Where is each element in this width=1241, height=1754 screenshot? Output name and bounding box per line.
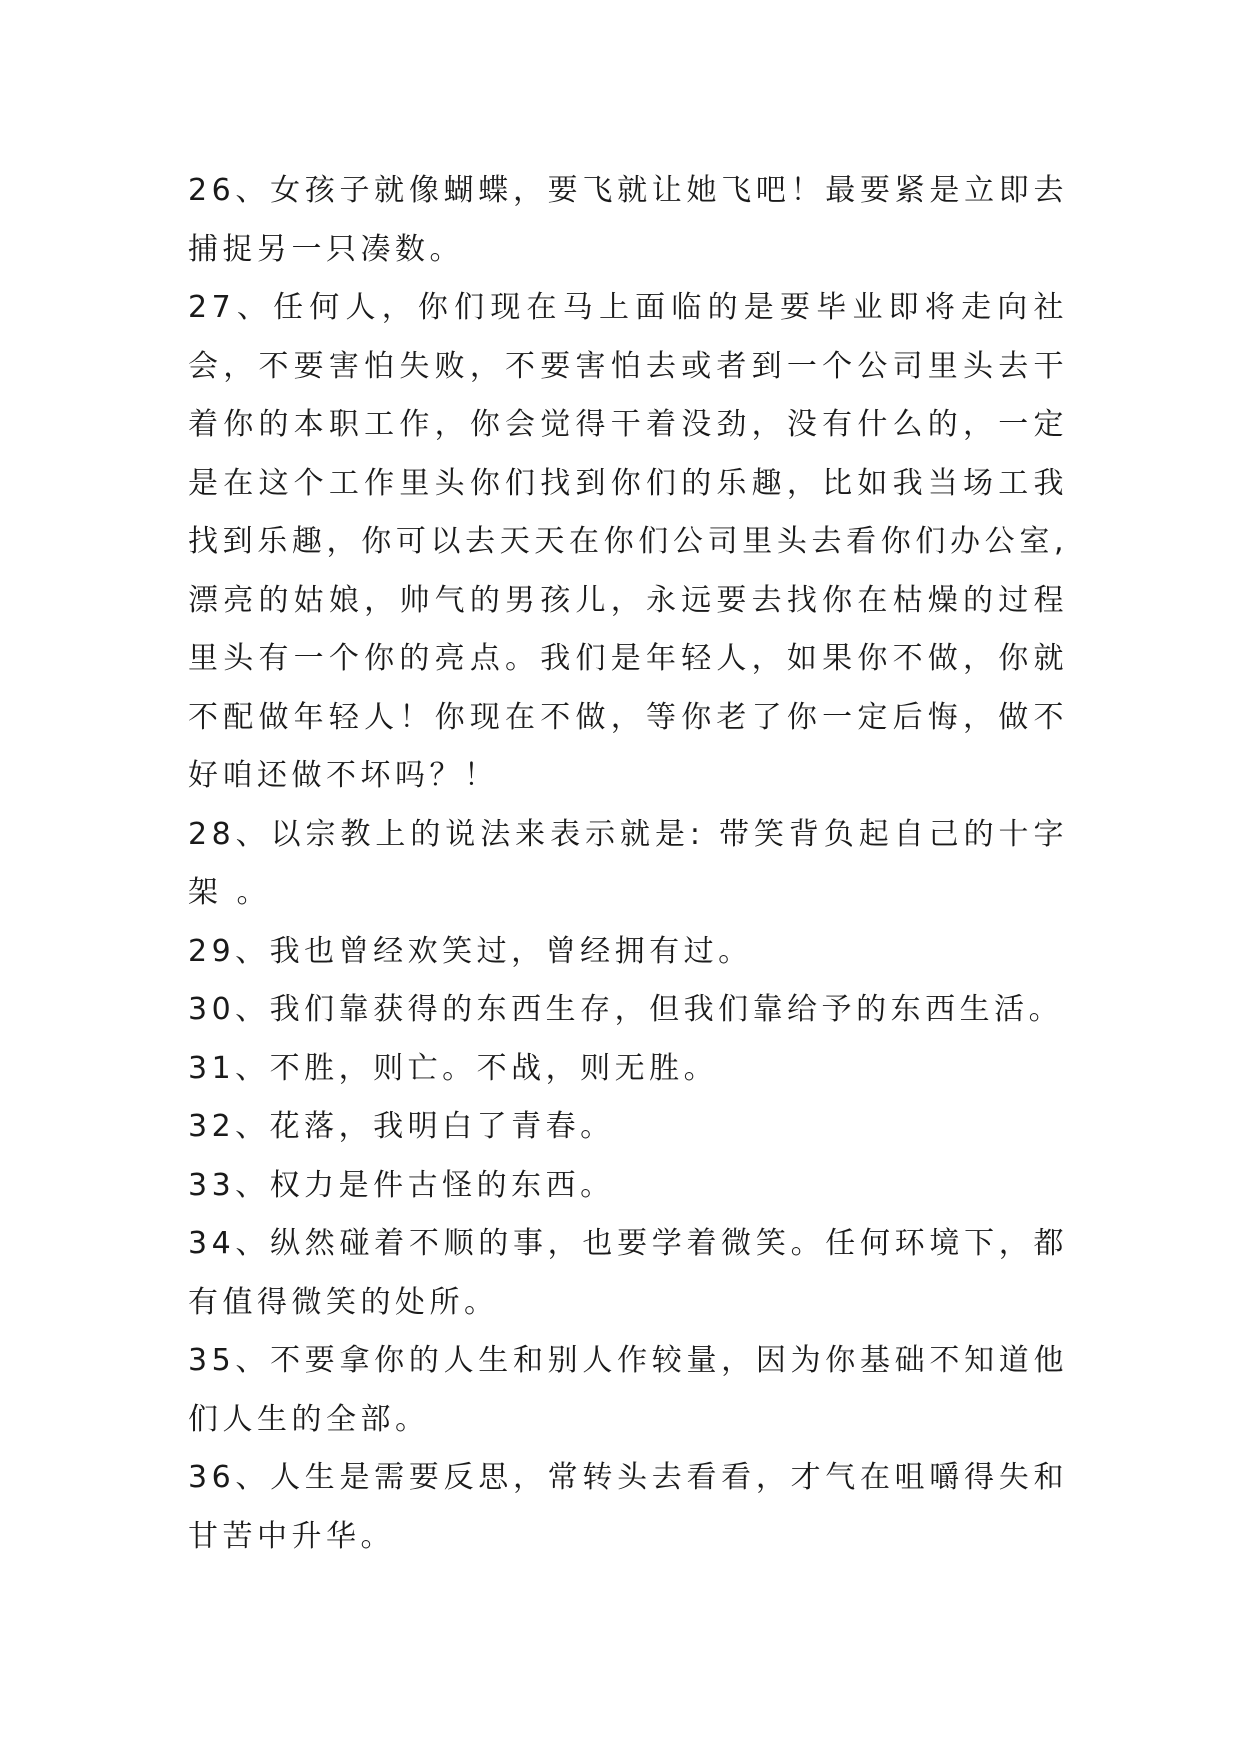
quote-paragraph-30: 30、我们靠获得的东西生存，但我们靠给予的东西生活。	[188, 992, 1064, 1027]
document-body	[188, 162, 1068, 1566]
quote-paragraph-34: 34、纵然碰着不顺的事，也要学着微笑。任何环境下，都有值得微笑的处所。	[188, 1226, 1068, 1320]
quote-paragraph-26: 26、女孩子就像蝴蝶，要飞就让她飞吧！最要紧是立即去捕捉另一只凑数。	[188, 173, 1068, 267]
quote-paragraph-32: 32、花落，我明白了青春。	[188, 1109, 615, 1144]
quote-paragraph-36: 36、人生是需要反思，常转头去看看，才气在咀嚼得失和甘苦中升华。	[188, 1460, 1068, 1554]
quote-paragraph-33: 33、权力是件古怪的东西。	[188, 1167, 615, 1203]
quote-paragraph-27: 27、任何人，你们现在马上面临的是要毕业即将走向社会，不要害怕失败，不要害怕去或者到一个公司里头去干着你的本职工作，你会觉得干着没劲，没有什么的，一定是在这个工作里头你们找到你们的乐趣，比如我当场工我找到乐趣，你可以去天天在你们公司里头去看你们办公室,漂亮的姑娘，帅气的男孩儿，永远要去找你在枯燥的过程里头有一个你的亮点。我们是年轻人，如果你不做，你就不配做年轻人！你现在不做，等你老了你一定后悔，做不好咱还做不坏吗？！	[188, 290, 1068, 793]
quote-paragraph-35: 35、不要拿你的人生和别人作较量，因为你基础不知道他们人生的全部。	[188, 1343, 1068, 1437]
quote-paragraph-31: 31、不胜，则亡。不战，则无胜。	[188, 1050, 719, 1086]
quote-paragraph-29: 29、我也曾经欢笑过，曾经拥有过。	[188, 933, 753, 969]
quote-paragraph-28: 28、以宗教上的说法来表示就是: 带笑背负起自己的十字架 。	[188, 816, 1068, 910]
